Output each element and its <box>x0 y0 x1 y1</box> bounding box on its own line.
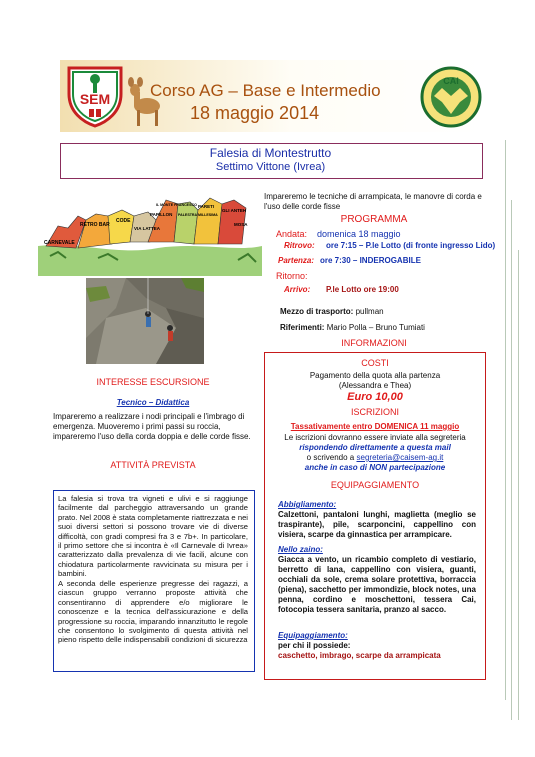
partenza-value: ore 7:30 – INDEROGABILE <box>320 256 421 265</box>
equip-line2: caschetto, imbrago, scarpe da arrampicata <box>278 651 441 660</box>
map-label: CARNEVALE <box>44 240 75 246</box>
costi-line1: Pagamento della quota alla partenza <box>309 371 441 380</box>
interesse-text: Impareremo a realizzare i nodi principali e l'imbrago di emergenza. Muoveremo i primi passi su roccia, impareremo l'uso della corda doppia e delle corde fisse. <box>53 412 251 441</box>
location-place: Settimo Vittone (Ivrea) <box>215 161 326 173</box>
map-label: MOSA <box>234 222 248 227</box>
costi-price: Euro 10,00 <box>347 391 403 403</box>
mezzo-label: Mezzo di trasporto: <box>280 307 354 316</box>
zaino-label: Nello zaino: <box>278 545 323 554</box>
map-label: GLI ANTEH <box>222 208 247 213</box>
sem-logo <box>63 64 127 128</box>
abbigliamento-text: Calzettoni, pantaloni lunghi, maglietta (meglio se traspirante), pile, scarponcini, cappellino con visiera, scarpe da ginnastica per arrampicare. <box>278 510 476 539</box>
map-label: CODE <box>116 218 131 224</box>
map-label: PALESTRA MILLESIMA <box>178 213 218 217</box>
andata-label: Andata: <box>276 229 308 239</box>
map-label: PAPILLON <box>150 212 173 217</box>
iscrizioni-line3 <box>264 453 486 463</box>
ritorno-label: Ritorno: <box>276 271 308 281</box>
iscrizioni-line1: Le iscrizioni dovranno essere inviate alla segreteria <box>284 433 466 442</box>
arrivo-label: Arrivo: <box>284 285 311 294</box>
partenza-label: Partenza: <box>278 256 315 265</box>
interesse-heading: INTERESSE ESCURSIONE <box>96 377 210 387</box>
riferimenti-value: Mario Polla – Bruno Tumiati <box>326 323 425 332</box>
map-label: IL MONTE FRANCESCO <box>156 203 197 207</box>
iscrizioni-heading: ISCRIZIONI <box>350 407 399 417</box>
bamboo-decoration <box>511 200 512 720</box>
attivita-heading: ATTIVITÀ PREVISTA <box>110 460 196 470</box>
ritrovo-value: ore 7:15 – P.le Lotto (di fronte ingresso Lido) <box>326 241 496 250</box>
informazioni-heading: INFORMAZIONI <box>341 338 407 348</box>
intro-text: Impareremo le tecniche di arrampicata, le manovre di corda e l'uso delle corde fisse <box>264 192 482 211</box>
sem-logo-text: SEM <box>79 91 111 107</box>
zaino-text: Giacca a vento, un ricambio completo di vestiario, berretto di lana, cappellino con visiera, guanti, occhiali da sole, crema solare protettiva, borraccia (piena), sacchetto per immondizie, block notes, una penna, cordino e moschettoni, tessera Cai, fotocopia tessera sanitaria, pranzo al sacco. <box>278 555 476 614</box>
location-name: Falesia di Montestrutto <box>209 146 332 160</box>
map-label: PARETI <box>198 204 215 209</box>
costi-line2: (Alessandra e Thea) <box>338 381 412 390</box>
equipaggiamento-heading: EQUIPAGGIAMENTO <box>330 480 420 490</box>
climbing-photo <box>86 278 204 364</box>
iscrizioni-line2: rispondendo direttamente a questa mail <box>299 443 451 452</box>
crag-map-illustration <box>38 186 262 276</box>
map-label: RETRO BAR <box>80 222 110 228</box>
costi-heading: COSTI <box>361 358 389 368</box>
attivita-paragraph-1: La falesia si trova tra vigneti e ulivi e si raggiunge facilmente dal parcheggio attraversando un grande prato. Nel 2008 è stata completamente riattrezzata e nei suoi diversi settori si possono trovare vie di diverse difficoltà, con gradi compresi fra 3 e 7b+. In particolare, il primo settore che si incontra è «Il Carnevale di Ivrea» caratterizzato dalla prevalenza di vie facili, alcune con chiodatura particolarmente ravvicinata su misura per i bambini. <box>58 494 248 579</box>
equip-label: Equipaggiamento: <box>278 631 348 640</box>
riferimenti-row <box>280 323 425 333</box>
iscrizioni-deadline: Tassativamente entro DOMENICA 11 maggio <box>290 422 460 431</box>
bamboo-decoration <box>505 140 506 700</box>
bamboo-decoration <box>518 250 519 720</box>
interesse-sub: Tecnico – Didattica <box>116 398 190 407</box>
segreteria-email-link[interactable]: segreteria@caisem-ag.it <box>356 453 444 462</box>
riferimenti-label: Riferimenti: <box>280 323 325 332</box>
cai-logo <box>420 66 482 128</box>
programma-heading: PROGRAMMA <box>340 214 408 225</box>
course-date: 18 maggio 2014 <box>190 103 320 123</box>
ritrovo-label: Ritrovo: <box>284 241 315 250</box>
abbigliamento-label: Abbigliamento: <box>278 500 337 509</box>
mezzo-row <box>280 307 384 317</box>
arrivo-value: P.le Lotto ore 19:00 <box>326 285 399 294</box>
equip-line1: per chi il possiede: <box>278 641 351 650</box>
iscrizioni-line3-prefix: o scrivendo a <box>306 453 355 462</box>
map-label: VIA LATTEA <box>134 226 160 231</box>
cai-logo-text: CAI <box>443 76 459 86</box>
iscrizioni-line4: anche in caso di NON partecipazione <box>304 463 446 472</box>
course-title: Corso AG – Base e Intermedio <box>150 81 381 100</box>
attivita-paragraph-2: A seconda delle esperienze pregresse dei ragazzi, a ciascun gruppo verranno proposte attività che consentiranno di apprendere e/o migliorare le conoscenze e la tecnica dell'assicurazione e della progressione su roccia, imparando innanzitutto le regole che consentono lo svolgimento di questa attività nel pieno rispetto delle indispensabili condizioni di sicurezza <box>58 579 248 645</box>
mezzo-value: pullman <box>355 307 384 316</box>
andata-value: domenica 18 maggio <box>317 229 401 239</box>
